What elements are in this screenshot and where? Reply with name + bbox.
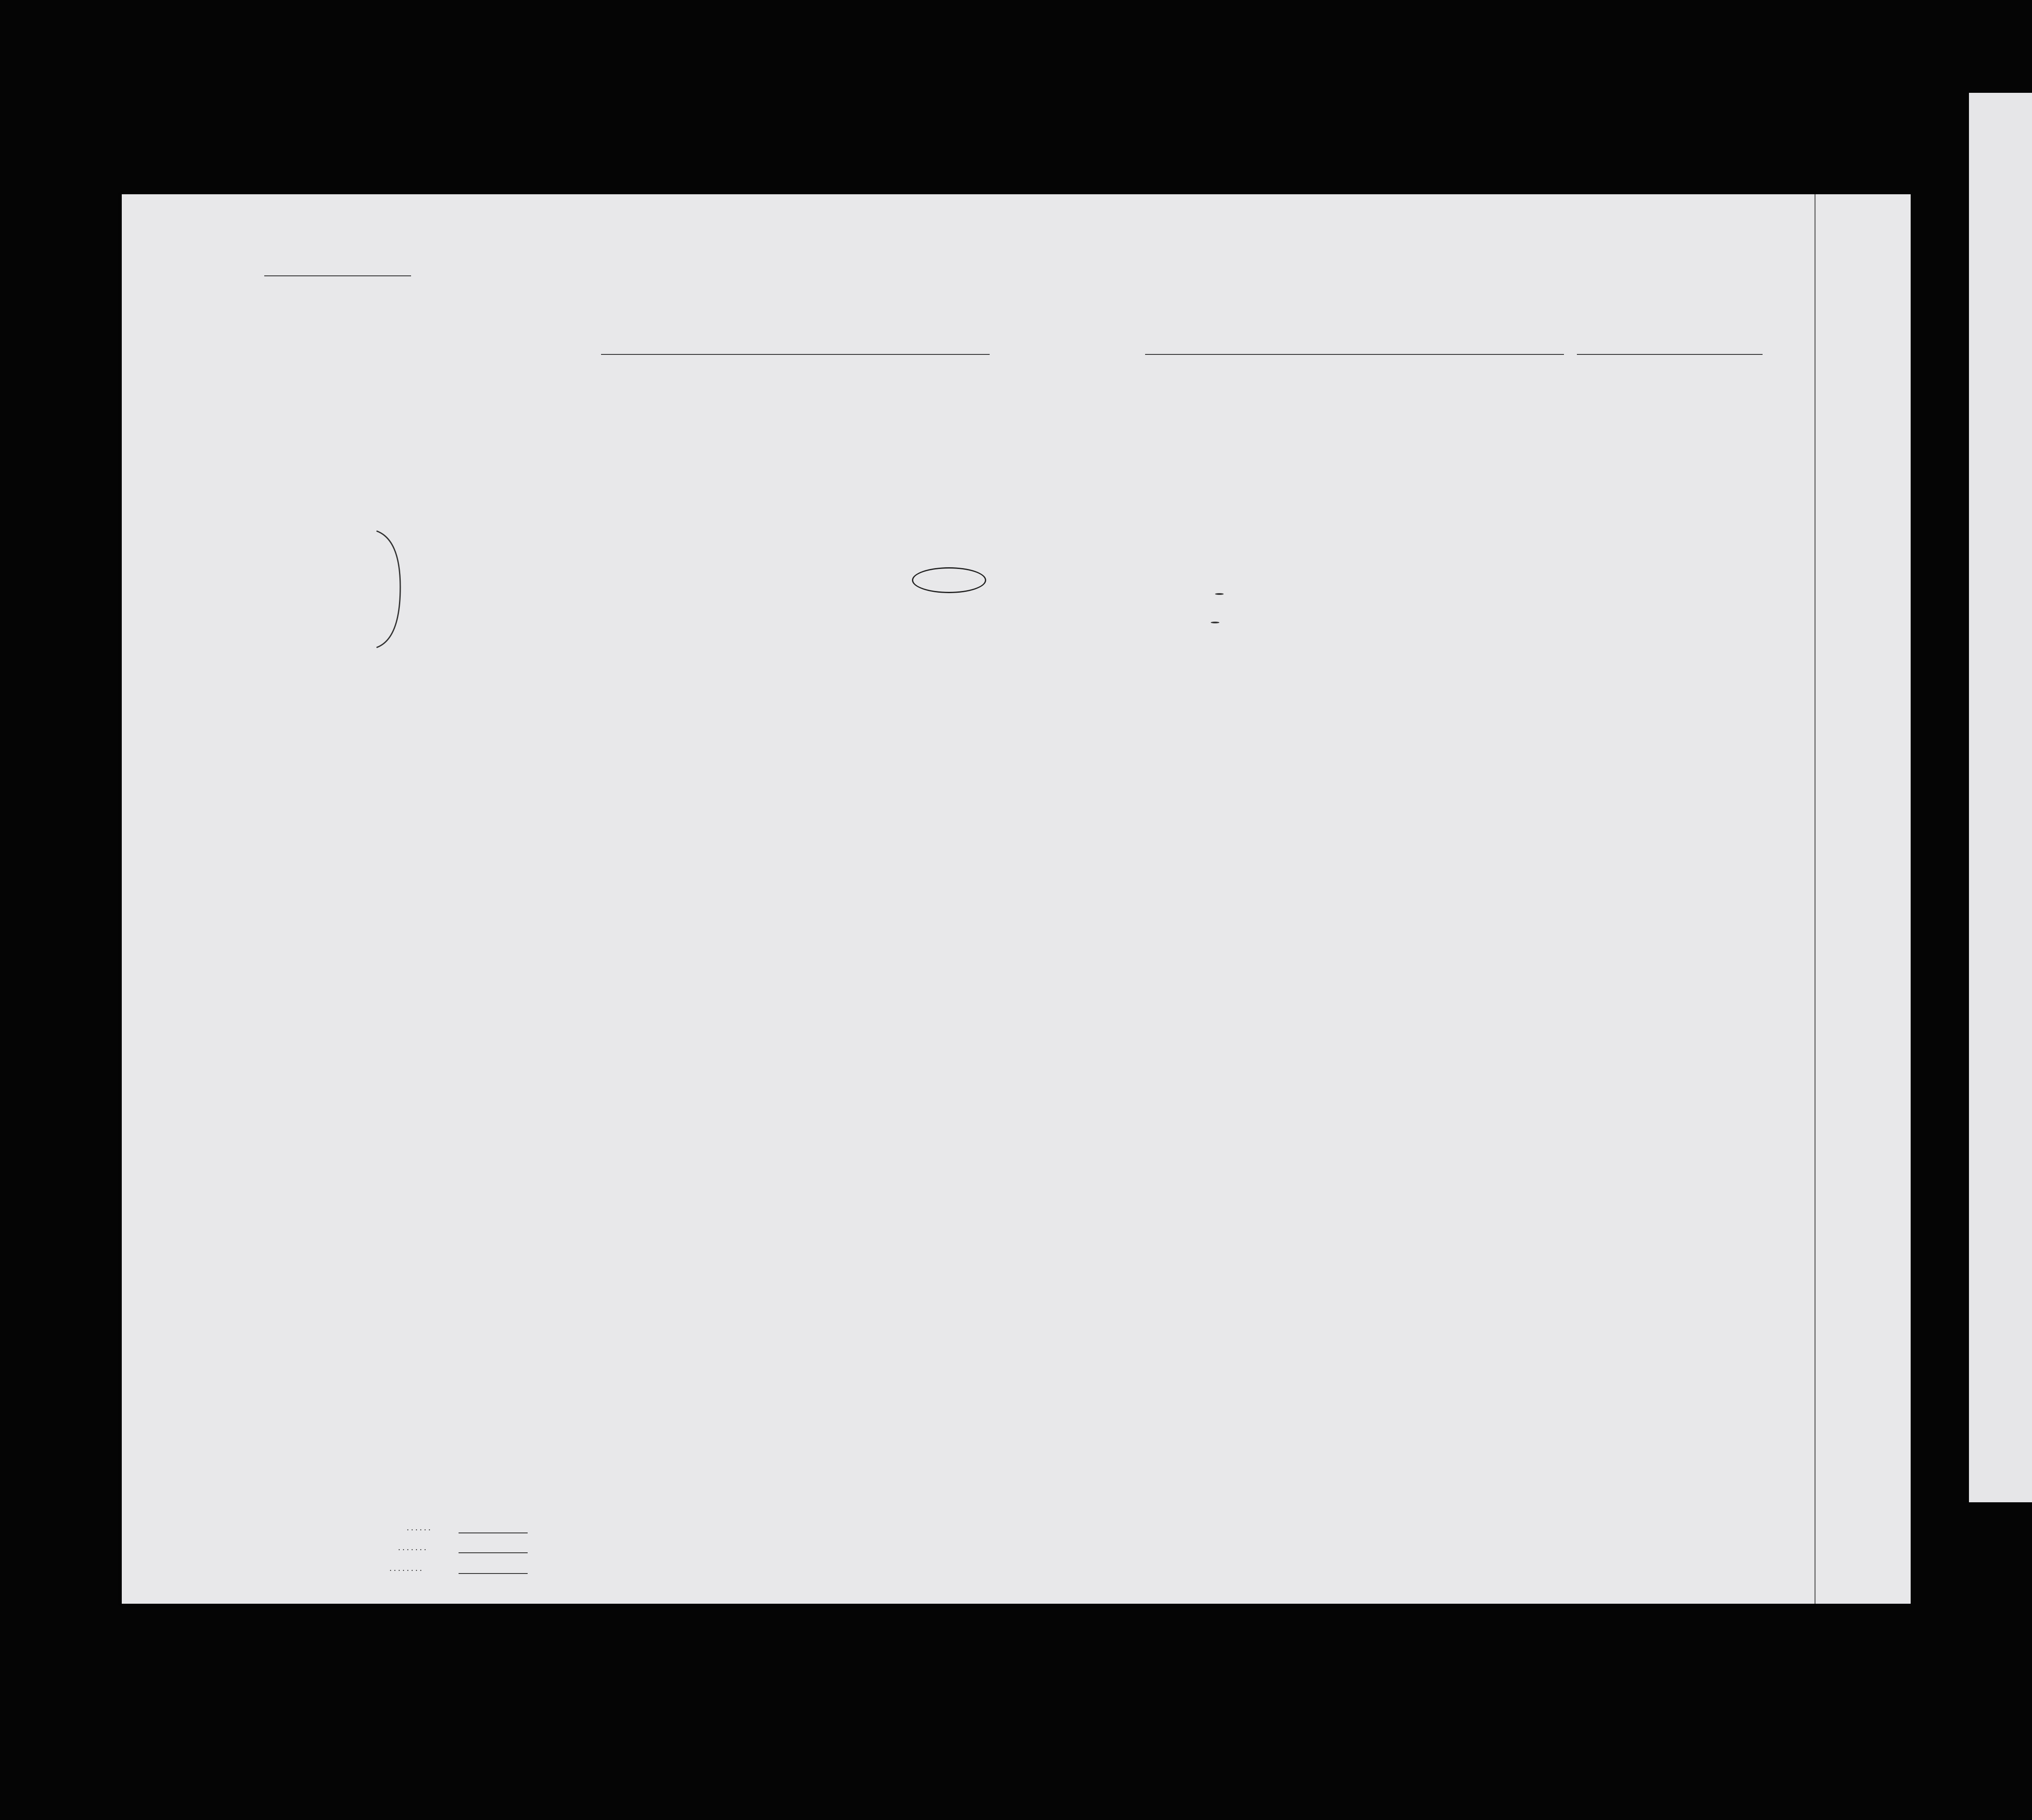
nationality-circle bbox=[912, 567, 986, 593]
circled-mark-1 bbox=[1215, 593, 1224, 595]
family-bracket bbox=[374, 527, 422, 652]
table-grid bbox=[122, 194, 1814, 1604]
total-underline bbox=[459, 1532, 528, 1533]
port-underline bbox=[1145, 354, 1564, 355]
list-underline bbox=[264, 275, 411, 276]
aliens-dots: . . . . . . . . bbox=[389, 1564, 422, 1573]
ship-underline bbox=[601, 354, 990, 355]
total-dots: . . . . . . bbox=[407, 1523, 430, 1532]
aliens-underline bbox=[459, 1573, 528, 1574]
citizens-underline bbox=[459, 1552, 528, 1553]
circled-mark-2 bbox=[1211, 622, 1219, 623]
manifest-sheet bbox=[122, 194, 1814, 1604]
date-underline bbox=[1577, 354, 1763, 355]
citizens-dots: . . . . . . . bbox=[398, 1543, 426, 1552]
adjacent-sheet bbox=[1814, 194, 1911, 1604]
far-sheet bbox=[1969, 93, 2032, 1502]
